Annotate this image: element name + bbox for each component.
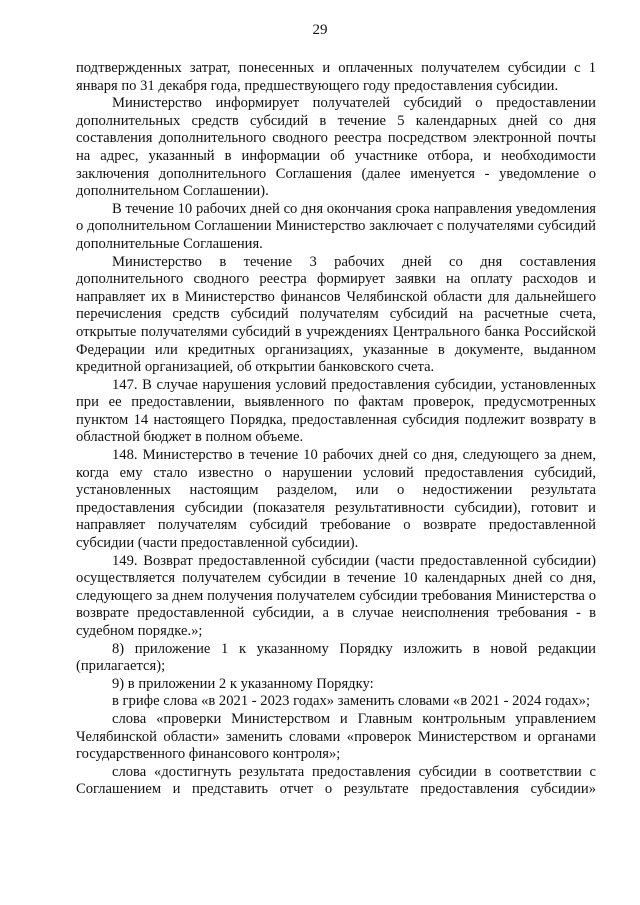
paragraph-words-result: слова «достигнуть результата предоставления субсидии в соответствии с Соглашением и представить отчет о результате предоставления субсидии» bbox=[76, 763, 596, 798]
paragraph-1: подтвержденных затрат, понесенных и оплаченных получателем субсидии с 1 января по 31 декабря года, предшествующего году предоставления субсидии. bbox=[76, 60, 596, 94]
paragraph-2: Министерство информирует получателей субсидий о предоставлении дополнительных средств субсидий в течение 5 календарных дней со дня составления дополнительного сводного реестра посредством электронной почты на адрес, указанный в информации об участнике отбора, и необходимости заключения дополнительного Соглашения (далее именуется - уведомление о дополнительном Соглашении). bbox=[76, 95, 596, 200]
paragraph-148: 148. Министерство в течение 10 рабочих дней со дня, следующего за днем, когда ему стало известно о нарушении условий предоставления субсидий, установленных настоящим разделом, или о недостижении результата предоставления субсидии (показателя результативности субсидии), готовит и направляет получателям субсидий требование о возврате предоставленной субсидии (части предоставленной субсидии). bbox=[76, 447, 596, 552]
paragraph-149: 149. Возврат предоставленной субсидии (части предоставленной субсидии) осуществляется получателем субсидии в течение 10 календарных дней со дня, следующего за днем получения получателем субсидии требования Министерства о возврате предоставленной субсидии, а в случае неисполнения требования - в судебном порядке.»; bbox=[76, 552, 596, 639]
paragraph-grif: в грифе слова «в 2021 - 2023 годах» заменить словами «в 2021 - 2024 годах»; bbox=[112, 693, 591, 710]
paragraph-147: 147. В случае нарушения условий предоставления субсидии, установленных при ее предоставлении, выявленного по фактам проверок, предусмотренных пунктом 14 настоящего Порядка, предоставленная субсидия подлежит возврату в областной бюджет в полном объеме. bbox=[76, 376, 596, 446]
paragraph-4: Министерство в течение 3 рабочих дней со дня составления дополнительного сводного реестра формирует заявки на оплату расходов и направляет их в Министерство финансов Челябинской области для дальнейшего перечисления средств субсидий получателям субсидий на расчетные счета, открытые получателями субсидий в учреждениях Центрального банка Российской Федерации или кредитных организациях, указанные в документе, выданном кредитной организацией, об открытии банковского счета. bbox=[76, 253, 596, 376]
paragraph-item-8: 8) приложение 1 к указанному Порядку изложить в новой редакции (прилагается); bbox=[76, 640, 596, 675]
paragraph-3: В течение 10 рабочих дней со дня окончания срока направления уведомления о дополнительном Соглашении Министерство заключает с получателями субсидий дополнительные Соглашения. bbox=[76, 200, 596, 252]
paragraph-item-9: 9) в приложении 2 к указанному Порядку: bbox=[112, 675, 374, 692]
paragraph-words-checks: слова «проверки Министерством и Главным контрольным управлением Челябинской области» заменить словами «проверок Министерством и органами государственного финансового контроля»; bbox=[76, 710, 596, 763]
page-number: 29 bbox=[312, 22, 328, 38]
document-body bbox=[76, 60, 596, 799]
